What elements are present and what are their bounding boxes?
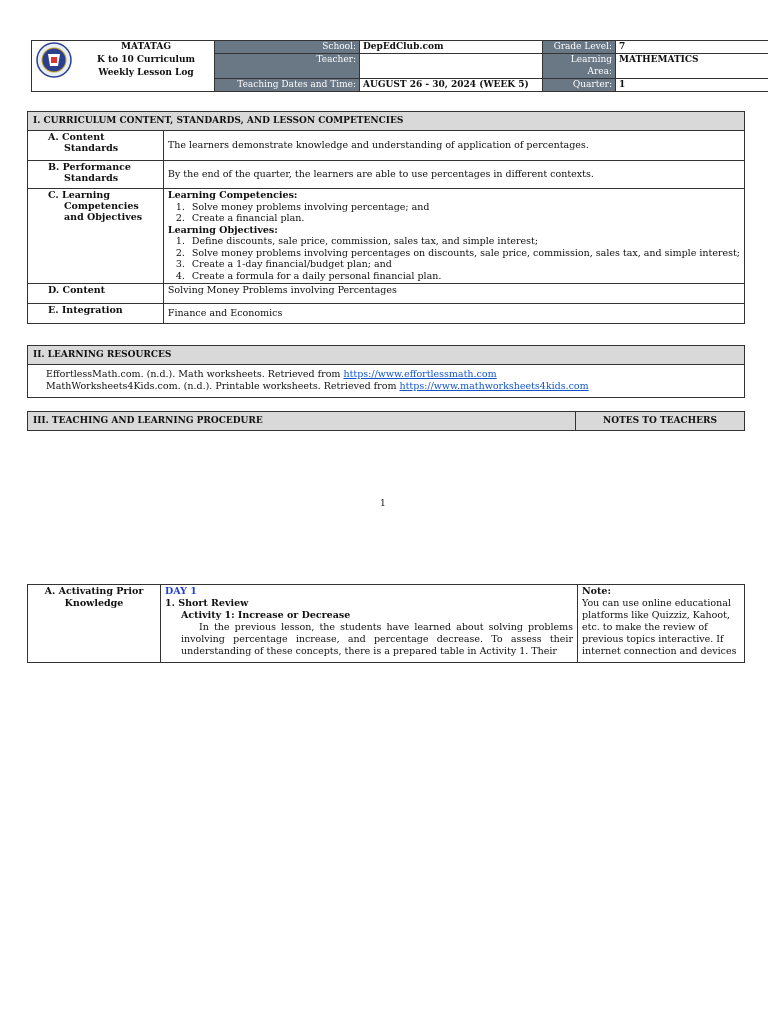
area-label: Learning Area: xyxy=(543,54,616,79)
document-title xyxy=(78,41,215,92)
teacher-value xyxy=(360,54,543,79)
page-number: 1 xyxy=(380,499,386,509)
title-line-3: Weekly Lesson Log xyxy=(98,68,194,78)
note-text: You can use online educational platforms like Quizziz, Kahoot, etc. to make the review of previous topics interactive. If internet connection and devices xyxy=(582,598,737,657)
notes-heading: NOTES TO TEACHERS xyxy=(576,412,745,431)
grade-label: Grade Level: xyxy=(543,41,616,54)
list-item: 1. Define discounts, sale price, commission, sales tax, and simple interest; xyxy=(188,236,740,248)
teacher-label: Teacher: xyxy=(215,54,360,79)
activity-table xyxy=(27,584,745,663)
objectives-title: Learning Objectives: xyxy=(167,224,278,236)
reference-link[interactable]: https://www.effortlessmath.com xyxy=(343,369,497,380)
content-standards-key xyxy=(28,131,164,161)
resources-section xyxy=(27,345,745,398)
key-line: and Objectives xyxy=(64,212,143,223)
key-line: Standards xyxy=(64,143,119,154)
teacher-note xyxy=(578,585,745,663)
resources-list xyxy=(28,365,745,398)
reference-link[interactable]: https://www.mathworksheets4kids.com xyxy=(399,381,589,392)
key-line: A. Content xyxy=(48,132,105,143)
activity-content xyxy=(161,585,578,663)
key-line: C. Learning xyxy=(48,190,110,201)
competencies-key xyxy=(28,189,164,284)
reference-2 xyxy=(46,381,740,393)
competencies-list xyxy=(168,202,740,225)
section-1-heading: I. CURRICULUM CONTENT, STANDARDS, AND LESSON COMPETENCIES xyxy=(28,112,745,131)
key-line: Knowledge xyxy=(64,598,124,609)
quarter-value: 1 xyxy=(616,79,768,92)
school-label: School: xyxy=(215,41,360,54)
deped-seal-icon xyxy=(34,42,74,78)
dates-label: Teaching Dates and Time: xyxy=(215,79,360,92)
list-item: 1. Solve money problems involving percentage; and xyxy=(188,202,740,214)
key-line: A. Activating Prior xyxy=(44,586,144,597)
lesson-log-header xyxy=(31,40,768,92)
objectives-list xyxy=(168,236,740,282)
content-value: Solving Money Problems involving Percentages xyxy=(163,284,744,304)
title-line-2: K to 10 Curriculum xyxy=(96,55,196,65)
item-title: 1. Short Review xyxy=(165,598,249,609)
competencies-title: Learning Competencies: xyxy=(167,190,298,201)
key-line: Standards xyxy=(64,173,119,184)
activity-key xyxy=(28,585,161,663)
school-value: DepEdClub.com xyxy=(360,41,543,54)
content-standards-value: The learners demonstrate knowledge and understanding of application of percentages. xyxy=(163,131,744,161)
integration-value: Finance and Economics xyxy=(163,304,744,324)
title-line-1: MATATAG xyxy=(120,42,172,52)
section-3-heading: III. TEACHING AND LEARNING PROCEDURE xyxy=(28,412,576,431)
note-title: Note: xyxy=(582,586,611,597)
activity-title: Activity 1: Increase or Decrease xyxy=(181,610,351,621)
reference-text: EffortlessMath.com. (n.d.). Math worksheets. Retrieved from xyxy=(46,369,344,380)
competencies-value xyxy=(163,189,744,284)
curriculum-section xyxy=(27,111,745,324)
list-item: 2. Solve money problems involving percentages on discounts, sale price, commission, sales tax, and simple interest; xyxy=(188,248,740,260)
day-label: DAY 1 xyxy=(165,586,197,597)
quarter-label: Quarter: xyxy=(543,79,616,92)
procedure-section xyxy=(27,411,745,431)
reference-1 xyxy=(46,369,740,381)
list-item: 3. Create a 1-day financial/budget plan; and xyxy=(188,259,740,271)
key-line: B. Performance xyxy=(48,162,131,173)
grade-value: 7 xyxy=(616,41,768,54)
key-line: Competencies xyxy=(64,201,139,212)
activity-paragraph: In the previous lesson, the students have learned about solving problems involving percentage increase, and percentage decrease. To assess their understanding of these concepts, there is a prepared table in Activity 1. Their xyxy=(181,622,573,657)
list-item: 4. Create a formula for a daily personal financial plan. xyxy=(188,271,740,283)
performance-standards-key xyxy=(28,161,164,189)
deped-seal xyxy=(32,41,79,92)
list-item: 2. Create a financial plan. xyxy=(188,213,740,225)
performance-standards-value: By the end of the quarter, the learners are able to use percentages in different contexts. xyxy=(163,161,744,189)
area-value: MATHEMATICS xyxy=(616,54,768,79)
section-2-heading: II. LEARNING RESOURCES xyxy=(28,346,745,365)
content-key: D. Content xyxy=(28,284,164,304)
reference-text: MathWorksheets4Kids.com. (n.d.). Printable worksheets. Retrieved from xyxy=(46,381,400,392)
dates-value: AUGUST 26 - 30, 2024 (WEEK 5) xyxy=(360,79,543,92)
integration-key: E. Integration xyxy=(28,304,164,324)
